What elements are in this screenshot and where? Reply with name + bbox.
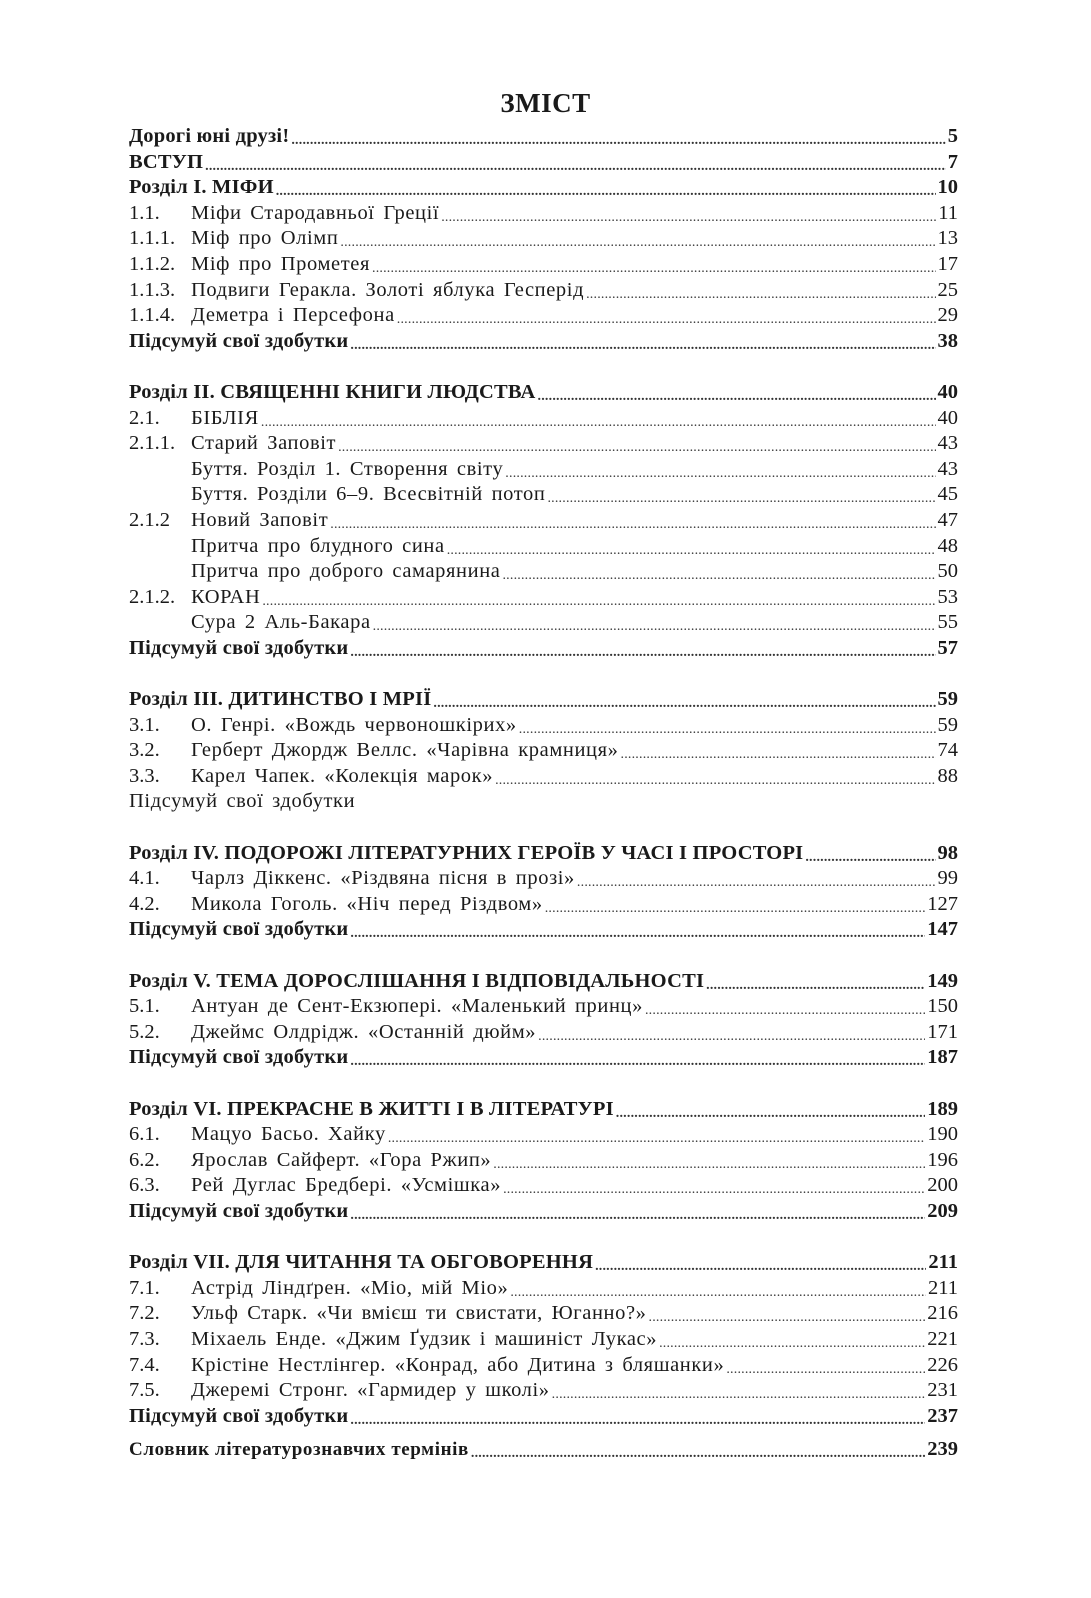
toc-entry-page: 43	[937, 432, 958, 455]
toc-entry-title: Новий Заповіт	[191, 508, 329, 531]
dot-leader	[330, 510, 935, 530]
toc-entry	[129, 534, 958, 560]
toc-entry-title: Деметра і Персефона	[191, 304, 395, 327]
toc-entry	[129, 226, 958, 252]
toc-entry-page: 74	[937, 739, 958, 762]
toc-entry-title: Міфи Стародавньої Греції	[191, 201, 440, 224]
toc-entry-number: 2.1.2.	[129, 585, 176, 608]
toc-entry-page: 57	[937, 636, 958, 659]
toc-entry-page: 211	[928, 1276, 958, 1299]
toc-entry	[129, 482, 958, 508]
toc-entry-page: 99	[937, 867, 958, 890]
toc-entry-page: 211	[928, 1251, 958, 1274]
toc-entry-title: Підсумуй свої здобутки	[129, 329, 349, 352]
dot-leader	[262, 587, 935, 607]
toc-entry-title: Розділ IV. ПОДОРОЖІ ЛІТЕРАТУРНИХ ГЕРОЇВ У ЧАСІ І ПРОСТОРІ	[129, 841, 804, 864]
toc-entry	[129, 1097, 958, 1123]
dot-leader	[433, 689, 935, 709]
toc-entry-number: 6.1.	[129, 1123, 160, 1146]
toc-entry	[129, 252, 958, 278]
toc-entry-page: 149	[927, 969, 958, 992]
toc-entry-page: 226	[927, 1353, 958, 1376]
toc-entry-title: Микола Гоголь. «Ніч перед Різдвом»	[191, 892, 543, 915]
dot-leader	[441, 203, 936, 223]
dot-leader	[388, 1124, 925, 1144]
toc-entry	[129, 1020, 958, 1046]
toc-entry-title: Міф про Олімп	[191, 227, 339, 250]
dot-leader	[805, 843, 935, 863]
dot-leader	[706, 971, 925, 991]
toc-entry-title: Мацуо Басьо. Хайку	[191, 1123, 386, 1146]
toc-entry-title: Притча про доброго самарянина	[191, 560, 501, 583]
toc-entry-title: Міф про Прометея	[191, 252, 370, 275]
toc-entry-title: КОРАН	[191, 585, 261, 608]
toc-entry	[129, 841, 958, 867]
dot-leader	[471, 1439, 925, 1459]
toc-entry	[129, 278, 958, 304]
dot-leader	[510, 1278, 926, 1298]
toc-entry-number: 4.2.	[129, 892, 160, 915]
toc-entry-title: Крістіне Нестлінгер. «Конрад, або Дитина з бляшанки»	[191, 1353, 725, 1376]
toc-entry-title: Розділ І. МІФИ	[129, 176, 274, 199]
toc-entry-title: Підсумуй свої здобутки	[129, 636, 349, 659]
toc-entry	[129, 1148, 958, 1174]
toc-entry	[129, 457, 958, 483]
toc-entry	[129, 1199, 958, 1225]
toc-entry	[129, 508, 958, 534]
toc-entry-page: 127	[927, 892, 958, 915]
toc-entry	[129, 789, 958, 815]
toc-entry	[129, 969, 958, 995]
toc-entry-title: Розділ ІІ. СВЯЩЕННІ КНИГИ ЛЮДСТВА	[129, 380, 536, 403]
toc-entry	[129, 687, 958, 713]
toc-entry-page: 171	[927, 1020, 958, 1043]
toc-entry	[129, 866, 958, 892]
dot-leader	[340, 228, 935, 248]
toc-entry-page: 147	[927, 918, 958, 941]
toc-entry	[129, 1276, 958, 1302]
toc-entry-page: 209	[927, 1199, 958, 1222]
toc-entry	[129, 1353, 958, 1379]
toc-entry-number: 2.1.	[129, 406, 160, 429]
toc-entry	[129, 917, 958, 943]
toc-entry-number: 2.1.2	[129, 508, 170, 531]
toc-entry-title: Підсумуй свої здобутки	[129, 918, 349, 941]
toc-entry-page: 50	[937, 560, 958, 583]
toc-entry-page: 43	[937, 457, 958, 480]
toc-entry-page: 5	[947, 125, 958, 147]
toc-entry-page: 239	[927, 1438, 958, 1461]
toc-entry	[129, 175, 958, 201]
toc-entry-page: 10	[937, 176, 958, 199]
toc-entry-page: 189	[927, 1097, 958, 1120]
dot-leader	[621, 740, 936, 760]
toc-entry-number: 4.1.	[129, 867, 160, 890]
toc-entry-title: Розділ V. ТЕМА ДОРОСЛІШАННЯ І ВІДПОВІДАЛЬНОСТІ	[129, 969, 705, 992]
toc-entry-number: 1.1.4.	[129, 304, 176, 327]
dot-leader	[502, 561, 935, 581]
toc-entry-number: 1.1.1.	[129, 227, 176, 250]
toc-entry-title: Подвиги Геракла. Золоті яблука Гесперід	[191, 278, 585, 301]
toc-entry-title: Підсумуй свої здобутки	[129, 1404, 349, 1427]
toc-entry	[129, 1045, 958, 1071]
dot-leader	[350, 1406, 925, 1426]
toc-entry	[129, 994, 958, 1020]
toc-entry-page: 7	[947, 150, 958, 173]
dot-leader	[519, 715, 936, 735]
toc-entry-title: Словник літературознавчих термінів	[129, 1439, 469, 1461]
dot-leader	[586, 280, 935, 300]
toc-entry	[129, 406, 958, 432]
dot-leader	[350, 331, 935, 351]
toc-entry-number: 7.2.	[129, 1302, 160, 1325]
toc-entry-page: 59	[937, 713, 958, 736]
toc-entry-page: 55	[937, 611, 958, 634]
toc-entry-page: 190	[927, 1123, 958, 1146]
toc-entry-number: 7.1.	[129, 1276, 160, 1299]
toc-entry-title: Буття. Розділ 1. Створення світу	[191, 457, 504, 480]
toc-entry	[129, 303, 958, 329]
toc-entry-page: 231	[927, 1379, 958, 1402]
toc-entry-number: 3.1.	[129, 713, 160, 736]
page-title: ЗМІСТ	[500, 88, 591, 118]
dot-leader	[372, 254, 936, 274]
toc-entry-page: 150	[927, 995, 958, 1018]
toc-entry	[129, 380, 958, 406]
toc-entry-title: Чарлз Діккенс. «Різдвяна пісня в прозі»	[191, 867, 575, 890]
toc-entry-page: 216	[927, 1302, 958, 1325]
toc-entry	[129, 150, 958, 176]
toc-entry-title: Розділ VІІ. ДЛЯ ЧИТАННЯ ТА ОБГОВОРЕННЯ	[129, 1251, 594, 1274]
toc-entry-page: 237	[927, 1404, 958, 1427]
dot-leader	[577, 868, 936, 888]
dot-leader	[645, 996, 925, 1016]
toc-entry-page: 221	[927, 1327, 958, 1350]
toc-entry-title: Джеремі Стронг. «Гармидер у школі»	[191, 1379, 550, 1402]
toc-entry	[129, 636, 958, 662]
toc-entry-title: Підсумуй свої здобутки	[129, 1046, 349, 1069]
toc-entry-title: Джеймс Олдрідж. «Останній дюйм»	[191, 1020, 537, 1043]
toc-entry	[129, 892, 958, 918]
dot-leader	[350, 638, 935, 658]
dot-leader	[547, 484, 935, 504]
toc-entry	[129, 329, 958, 355]
toc-entry-title: Антуан де Сент-Екзюпері. «Маленький принц»	[191, 995, 643, 1018]
dot-leader	[261, 408, 936, 428]
toc-entry-title: Притча про блудного сина	[191, 534, 445, 557]
toc-entry-number: 5.1.	[129, 995, 160, 1018]
toc-entry-page: 200	[927, 1174, 958, 1197]
toc-entry	[129, 585, 958, 611]
dot-leader	[503, 1175, 925, 1195]
toc-entry-page: 48	[937, 534, 958, 557]
toc-entry	[129, 764, 958, 790]
dot-leader	[350, 1201, 925, 1221]
toc-entry-title: Ярослав Сайферт. «Гора Ржип»	[191, 1148, 492, 1171]
toc-entry	[129, 1378, 958, 1404]
toc-entry	[129, 1301, 958, 1327]
toc-entry	[129, 1250, 958, 1276]
toc-entry-page: 40	[937, 380, 958, 403]
toc-entry	[129, 201, 958, 227]
toc-entry-page: 53	[937, 585, 958, 608]
toc-entry-title: Підсумуй свої здобутки	[129, 1199, 349, 1222]
dot-leader	[276, 177, 936, 197]
toc-entry	[129, 713, 958, 739]
toc-entry-title: Дорогі юні друзі!	[129, 125, 290, 147]
toc-entry-page: 45	[937, 483, 958, 506]
dot-leader	[545, 894, 926, 914]
toc-entry-page: 38	[937, 329, 958, 352]
toc-entry-page: 40	[937, 406, 958, 429]
toc-entry-title: О. Генрі. «Вождь червоношкірих»	[191, 713, 517, 736]
toc-entry	[129, 1122, 958, 1148]
toc-entry-number: 3.2.	[129, 739, 160, 762]
toc-entry	[129, 738, 958, 764]
toc-entry-title: Сура 2 Аль-Бакара	[191, 611, 371, 634]
toc-entry-page: 98	[937, 841, 958, 864]
toc-entry-page: 29	[937, 304, 958, 327]
toc-entry-page: 25	[937, 278, 958, 301]
dot-leader	[495, 766, 935, 786]
toc-entry-title: Розділ VІ. ПРЕКРАСНЕ В ЖИТТІ І В ЛІТЕРАТУРІ	[129, 1097, 614, 1120]
toc-entry-number: 7.4.	[129, 1353, 160, 1376]
toc-entry-number: 7.3.	[129, 1327, 160, 1350]
toc-entry-page: 17	[937, 252, 958, 275]
toc-entry-number: 1.1.3.	[129, 278, 176, 301]
dot-leader	[616, 1099, 925, 1119]
toc-entry	[129, 1437, 958, 1463]
toc-entry-title: Буття. Розділи 6–9. Всесвітній потоп	[191, 483, 546, 506]
toc-entry-number: 1.1.2.	[129, 252, 176, 275]
toc-entry-title: Розділ ІІІ. ДИТИНСТВО І МРІЇ	[129, 688, 432, 711]
toc-entry-number: 7.5.	[129, 1379, 160, 1402]
toc-entry-title: Герберт Джордж Веллс. «Чарівна крамниця»	[191, 739, 619, 762]
dot-leader	[205, 152, 946, 172]
dot-leader	[338, 433, 935, 453]
dot-leader	[552, 1380, 926, 1400]
toc-entry-number: 5.2.	[129, 1020, 160, 1043]
toc-entry-title: БІБЛІЯ	[191, 406, 259, 429]
toc-entry	[129, 610, 958, 636]
toc-entry-title: Міхаель Енде. «Джим Ґудзик і машиніст Лукас»	[191, 1327, 658, 1350]
toc-entry-title: Карел Чапек. «Колекція марок»	[191, 764, 494, 787]
toc-entry-page: 13	[937, 227, 958, 250]
dot-leader	[447, 536, 936, 556]
toc-entry	[129, 124, 958, 150]
toc-entry-number: 3.3.	[129, 764, 160, 787]
toc-entry-page: 47	[937, 508, 958, 531]
toc-entry-title: ВСТУП	[129, 150, 204, 173]
dot-leader	[373, 612, 936, 632]
toc-entry-number: 2.1.1.	[129, 432, 176, 455]
dot-leader	[649, 1303, 926, 1323]
toc-entry-page: 59	[937, 688, 958, 711]
table-of-contents	[129, 124, 958, 1463]
toc-entry-page: 88	[937, 764, 958, 787]
dot-leader	[505, 459, 935, 479]
dot-leader	[350, 919, 925, 939]
toc-entry-number: 1.1.	[129, 201, 160, 224]
dot-leader	[350, 1047, 925, 1067]
toc-entry	[129, 431, 958, 457]
toc-entry	[129, 1327, 958, 1353]
dot-leader	[595, 1252, 926, 1272]
dot-leader	[726, 1355, 925, 1375]
toc-entry	[129, 1404, 958, 1430]
dot-leader	[538, 1022, 925, 1042]
dot-leader	[397, 305, 936, 325]
toc-entry-title: Підсумуй свої здобутки	[129, 790, 356, 813]
toc-entry-page: 196	[927, 1148, 958, 1171]
toc-entry-number: 6.3.	[129, 1174, 160, 1197]
toc-entry	[129, 1173, 958, 1199]
dot-leader	[493, 1150, 925, 1170]
dot-leader	[659, 1329, 925, 1349]
toc-entry-number: 6.2.	[129, 1148, 160, 1171]
toc-entry-title: Астрід Ліндґрен. «Міо, мій Міо»	[191, 1276, 509, 1299]
dot-leader	[538, 382, 936, 402]
toc-entry-title: Ульф Старк. «Чи вмієш ти свистати, Юганно?»	[191, 1302, 647, 1325]
toc-entry	[129, 559, 958, 585]
toc-entry-title: Рей Дуглас Бредбері. «Усмішка»	[191, 1174, 502, 1197]
dot-leader	[291, 126, 945, 146]
toc-entry-title: Старий Заповіт	[191, 432, 337, 455]
toc-entry-page: 187	[927, 1046, 958, 1069]
toc-entry-page: 11	[938, 201, 958, 224]
